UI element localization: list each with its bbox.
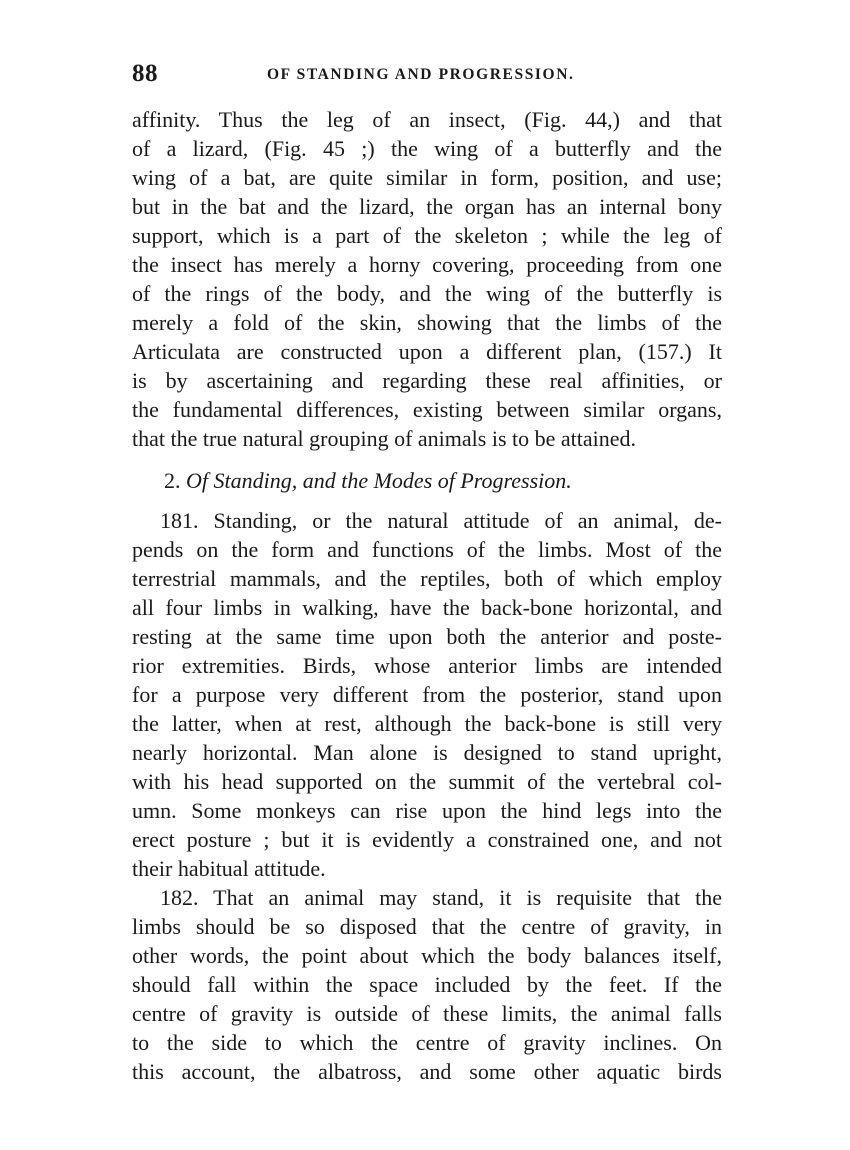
text-line: 181. Standing, or the natural attitude of an animal, de- (160, 508, 722, 533)
running-title: OF STANDING AND PROGRESSION. (267, 66, 575, 83)
text-line: for a purpose very different from the posterior, stand upon (132, 682, 722, 707)
text-line: umn. Some monkeys can rise upon the hind legs into the (132, 798, 722, 823)
text-line: nearly horizontal. Man alone is designed to stand upright, (132, 740, 722, 765)
text-line: of a lizard, (Fig. 45 ;) the wing of a butterfly and the (132, 136, 722, 161)
text-line: the latter, when at rest, although the back-bone is still very (132, 711, 722, 736)
text-line: with his head supported on the summit of the vertebral col- (132, 769, 722, 794)
text-line: 182. That an animal may stand, it is requisite that the (160, 885, 722, 910)
text-line: pends on the form and functions of the limbs. Most of the (132, 537, 722, 562)
text-line: resting at the same time upon both the anterior and poste- (132, 624, 722, 649)
paragraph-181 (132, 506, 722, 883)
text-line: to the side to which the centre of gravity inclines. On (132, 1030, 722, 1055)
page-number: 88 (132, 60, 158, 87)
text-line: the fundamental differences, existing between similar organs, (132, 397, 722, 422)
section-title: Of Standing, and the Modes of Progression. (186, 468, 572, 493)
text-line: that the true natural grouping of animals is to be attained. (132, 426, 637, 451)
text-line: other words, the point about which the body balances itself, (132, 943, 722, 968)
running-head (132, 60, 722, 90)
text-line: affinity. Thus the leg of an insect, (Fig. 44,) and that (132, 107, 722, 132)
text-line: all four limbs in walking, have the back-bone horizontal, and (132, 595, 722, 620)
text-line: the insect has merely a horny covering, proceeding from one (132, 252, 722, 277)
text-line: their habitual attitude. (132, 856, 326, 881)
text-line: rior extremities. Birds, whose anterior limbs are intended (132, 653, 722, 678)
section-number: 2. (164, 468, 181, 493)
text-line: should fall within the space included by the feet. If the (132, 972, 722, 997)
text-line: support, which is a part of the skeleton ; while the leg of (132, 223, 722, 248)
paragraph-182 (132, 883, 722, 1086)
section-heading (132, 466, 722, 495)
text-line: merely a fold of the skin, showing that the limbs of the (132, 310, 722, 335)
text-line: terrestrial mammals, and the reptiles, both of which employ (132, 566, 722, 591)
paragraph-continuation (132, 105, 722, 453)
text-line: Articulata are constructed upon a different plan, (157.) It (132, 339, 722, 364)
text-line: wing of a bat, are quite similar in form, position, and use; (132, 165, 722, 190)
text-line: limbs should be so disposed that the centre of gravity, in (132, 914, 722, 939)
text-line: is by ascertaining and regarding these real affinities, or (132, 368, 722, 393)
text-line: but in the bat and the lizard, the organ has an internal bony (132, 194, 722, 219)
body-text (132, 105, 722, 1086)
text-line: centre of gravity is outside of these limits, the animal falls (132, 1001, 722, 1026)
text-line: erect posture ; but it is evidently a constrained one, and not (132, 827, 722, 852)
text-line: this account, the albatross, and some other aquatic birds (132, 1059, 722, 1084)
text-line: of the rings of the body, and the wing of the butterfly is (132, 281, 722, 306)
